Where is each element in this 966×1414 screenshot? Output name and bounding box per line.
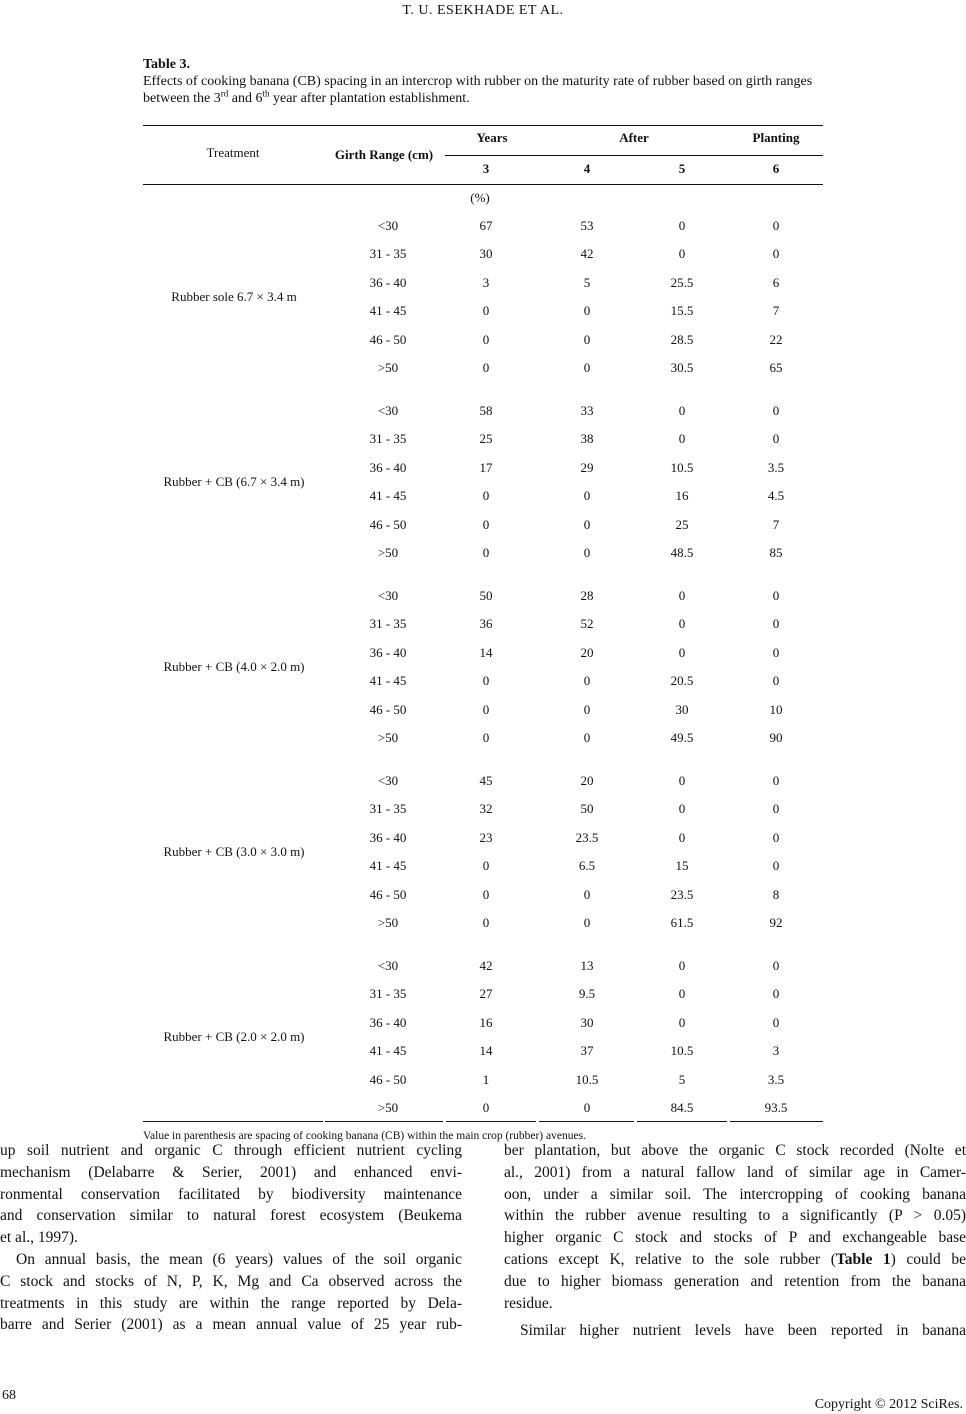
bottom-rule — [730, 1121, 823, 1122]
value-cell: 15 — [675, 858, 689, 874]
value-cell: 10.5 — [575, 1071, 599, 1087]
value-cell: 0 — [772, 588, 780, 603]
text-line: ber plantation, but above the organic C stock recorded (Nolte et — [504, 1142, 966, 1159]
header-after: After — [619, 130, 649, 145]
value-cell: 16 — [479, 1014, 493, 1030]
running-head: T. U. ESEKHADE ET AL. — [402, 3, 564, 18]
value-cell: 0 — [482, 331, 490, 347]
value-cell: 0 — [583, 730, 591, 745]
header-years: Years — [476, 130, 508, 145]
value-cell: 30 — [580, 1014, 594, 1030]
value-cell: 14 — [479, 644, 493, 660]
treatment-label: Rubber + CB (3.0 × 3.0 m) — [163, 844, 305, 859]
table-footnote: Value in parenthesis are spacing of cooking banana (CB) within the main crop (rubber) avenues. — [143, 1130, 586, 1142]
value-cell: 0 — [678, 616, 686, 632]
value-cell: 0 — [772, 829, 780, 845]
value-cell: 0 — [583, 886, 591, 902]
treatment-label: Rubber + CB (6.7 × 3.4 m) — [163, 474, 305, 489]
value-cell: 67 — [479, 218, 493, 233]
value-cell: 6.5 — [578, 858, 596, 874]
girth-range-cell: 36 - 40 — [369, 829, 407, 845]
value-cell: 0 — [772, 644, 780, 660]
value-cell: 30 — [479, 246, 493, 262]
text-line: and conservation similar to natural forest ecosystem (Beukema — [0, 1207, 462, 1225]
value-cell: 0 — [772, 773, 780, 788]
text-line: treatments in this study are within the range reported by Dela- — [0, 1294, 462, 1312]
value-cell: 50 — [580, 801, 594, 817]
girth-range-cell: 41 - 45 — [369, 303, 407, 319]
body-column-right — [504, 1140, 966, 1342]
treatment-label: Rubber + CB (4.0 × 2.0 m) — [163, 659, 305, 674]
value-cell: 48.5 — [670, 545, 694, 560]
girth-range-cell: 36 - 40 — [369, 1014, 407, 1030]
value-cell: 23.5 — [575, 829, 599, 845]
text-line: higher organic C stock and stocks of P and exchangeable base — [504, 1229, 966, 1247]
text-line: due to higher biomass generation and retention from the banana — [504, 1272, 966, 1290]
value-cell: 0 — [678, 801, 686, 817]
value-cell: 6 — [772, 274, 780, 290]
bottom-rule — [446, 1121, 536, 1122]
table-label: Table 3. — [143, 57, 190, 72]
value-cell: 3.5 — [767, 459, 785, 475]
value-cell: 0 — [772, 403, 780, 418]
value-cell: 0 — [772, 801, 780, 817]
value-cell: 0 — [678, 246, 686, 262]
value-cell: 0 — [482, 1100, 490, 1115]
girth-range-cell: 31 - 35 — [369, 801, 407, 817]
value-cell: 36 — [479, 616, 493, 632]
value-cell: 3.5 — [767, 1071, 785, 1087]
girth-range-cell: 46 - 50 — [369, 1071, 407, 1087]
value-cell: 0 — [482, 673, 490, 689]
table-caption: Effects of cooking banana (CB) spacing in an intercrop with rubber on the maturity rate of rubber based on girth ranges between the 3rd and 6th year after plantation establishment. — [143, 74, 813, 106]
value-cell: 15.5 — [670, 303, 694, 319]
value-cell: 58 — [479, 403, 493, 418]
value-cell: 0 — [482, 360, 490, 375]
header-year-3: 3 — [482, 161, 490, 176]
value-cell: 20 — [580, 773, 594, 788]
value-cell: 22 — [769, 331, 783, 347]
girth-range-cell: 31 - 35 — [369, 246, 407, 262]
value-cell: 0 — [482, 701, 490, 717]
value-cell: 0 — [482, 886, 490, 902]
value-cell: 14 — [479, 1043, 493, 1059]
girth-range-cell: 46 - 50 — [369, 331, 407, 347]
value-cell: 0 — [583, 545, 591, 560]
value-cell: 0 — [678, 1014, 686, 1030]
girth-range-cell: <30 — [377, 958, 399, 973]
text-line: mechanism (Delabarre & Serier, 2001) and enhanced envi- — [0, 1163, 462, 1181]
value-cell: 20 — [580, 644, 594, 660]
girth-range-cell: 31 - 35 — [369, 986, 407, 1002]
bottom-rule — [143, 1121, 323, 1122]
value-cell: 37 — [580, 1043, 594, 1059]
value-cell: 9.5 — [578, 986, 596, 1002]
value-cell: 92 — [769, 915, 783, 930]
bottom-rule — [637, 1121, 727, 1122]
girth-range-cell: >50 — [377, 360, 399, 375]
value-cell: 0 — [678, 829, 686, 845]
value-cell: 38 — [580, 431, 594, 447]
value-cell: 42 — [479, 958, 493, 973]
value-cell: 0 — [678, 986, 686, 1002]
text-line: ronmental conservation facilitated by biodiversity maintenance — [0, 1185, 462, 1203]
value-cell: 33 — [580, 403, 594, 418]
value-cell: 17 — [479, 459, 493, 475]
value-cell: 8 — [772, 886, 780, 902]
header-treatment: Treatment — [206, 145, 260, 160]
text-line: Similar higher nutrient levels have been reported in banana — [520, 1322, 966, 1340]
value-cell: 53 — [580, 218, 594, 233]
value-cell: 10 — [769, 701, 783, 717]
value-cell: 0 — [772, 858, 780, 874]
value-cell: 7 — [772, 303, 780, 319]
value-cell: 29 — [580, 459, 594, 475]
header-year-4: 4 — [583, 161, 591, 176]
page-number: 68 — [2, 1388, 16, 1403]
value-cell: 1 — [482, 1071, 490, 1087]
value-cell: 0 — [482, 545, 490, 560]
value-cell: 0 — [583, 516, 591, 532]
value-cell: 28 — [580, 588, 594, 603]
value-cell: 23.5 — [670, 886, 694, 902]
value-cell: 0 — [482, 488, 490, 504]
girth-range-cell: 41 - 45 — [369, 1043, 407, 1059]
span-rule — [445, 155, 823, 156]
girth-range-cell: 36 - 40 — [369, 644, 407, 660]
girth-range-cell: <30 — [377, 773, 399, 788]
text-line: et al., 1997). — [0, 1229, 78, 1247]
value-cell: 0 — [772, 616, 780, 632]
value-cell: 30 — [675, 701, 689, 717]
text-line: C stock and stocks of N, P, K, Mg and Ca observed across the — [0, 1272, 462, 1290]
value-cell: 5 — [678, 1071, 686, 1087]
girth-range-cell: 36 - 40 — [369, 459, 407, 475]
value-cell: 0 — [678, 588, 686, 603]
table-top-rule — [143, 125, 823, 126]
value-cell: 49.5 — [670, 730, 694, 745]
value-cell: 4.5 — [767, 488, 785, 504]
value-cell: 0 — [583, 360, 591, 375]
body-column-left — [0, 1140, 462, 1336]
text-line: al., 2001) from a natural fallow land of similar age in Camer- — [504, 1163, 966, 1181]
value-cell: 0 — [482, 303, 490, 319]
value-cell: 0 — [482, 516, 490, 532]
girth-range-cell: >50 — [377, 545, 399, 560]
value-cell: 0 — [678, 773, 686, 788]
girth-range-cell: 46 - 50 — [369, 886, 407, 902]
text-line: oon, under a similar soil. The intercropping of cooking banana — [504, 1185, 966, 1203]
header-girth-range: Girth Range (cm) — [334, 147, 434, 162]
value-cell: 85 — [769, 545, 783, 560]
header-planting: Planting — [752, 130, 800, 145]
value-cell: 7 — [772, 516, 780, 532]
value-cell: 10.5 — [670, 1043, 694, 1059]
girth-range-cell: 46 - 50 — [369, 516, 407, 532]
value-cell: 0 — [678, 644, 686, 660]
table-reference: Table 1 — [835, 1250, 891, 1268]
girth-range-cell: 41 - 45 — [369, 673, 407, 689]
text-line: residue. — [504, 1294, 553, 1312]
value-cell: 0 — [482, 915, 490, 930]
value-cell: 28.5 — [670, 331, 694, 347]
value-cell: 0 — [772, 958, 780, 973]
value-cell: 25 — [479, 431, 493, 447]
girth-range-cell: 36 - 40 — [369, 274, 407, 290]
girth-range-cell: >50 — [377, 1100, 399, 1115]
value-cell: 16 — [675, 488, 689, 504]
header-year-5: 5 — [678, 161, 686, 176]
girth-range-cell: <30 — [377, 218, 399, 233]
girth-range-cell: 31 - 35 — [369, 616, 407, 632]
girth-range-cell: >50 — [377, 915, 399, 930]
value-cell: 3 — [482, 274, 490, 290]
value-cell: 0 — [482, 730, 490, 745]
value-cell: 0 — [678, 431, 686, 447]
unit-label: (%) — [470, 190, 490, 205]
girth-range-cell: 41 - 45 — [369, 488, 407, 504]
text-line: within the rubber avenue resulting to a significantly (P > 0.05) — [504, 1207, 966, 1225]
value-cell: 30.5 — [670, 360, 694, 375]
text-line: up soil nutrient and organic C through efficient nutrient cycling — [0, 1142, 462, 1159]
treatment-label: Rubber sole 6.7 × 3.4 m — [171, 289, 297, 304]
bottom-rule — [325, 1121, 443, 1122]
header-rule — [143, 184, 823, 185]
value-cell: 90 — [769, 730, 783, 745]
text-line: barre and Serier (2001) as a mean annual value of 25 year rub- — [0, 1316, 462, 1334]
girth-range-cell: <30 — [377, 588, 399, 603]
value-cell: 0 — [482, 858, 490, 874]
girth-range-cell: <30 — [377, 403, 399, 418]
value-cell: 0 — [772, 431, 780, 447]
value-cell: 84.5 — [670, 1100, 694, 1115]
value-cell: 32 — [479, 801, 493, 817]
value-cell: 0 — [772, 986, 780, 1002]
value-cell: 0 — [772, 218, 780, 233]
text-line: On annual basis, the mean (6 years) values of the soil organic — [16, 1250, 462, 1268]
value-cell: 0 — [583, 488, 591, 504]
value-cell: 0 — [772, 1014, 780, 1030]
value-cell: 25.5 — [670, 274, 694, 290]
value-cell: 61.5 — [670, 915, 694, 930]
value-cell: 42 — [580, 246, 594, 262]
value-cell: 0 — [772, 246, 780, 262]
value-cell: 0 — [583, 701, 591, 717]
value-cell: 50 — [479, 588, 493, 603]
value-cell: 5 — [583, 274, 591, 290]
girth-range-cell: 31 - 35 — [369, 431, 407, 447]
text-line: cations except K, relative to the sole rubber (Table 1) could be — [504, 1250, 966, 1268]
value-cell: 23 — [479, 829, 493, 845]
treatment-label: Rubber + CB (2.0 × 2.0 m) — [163, 1029, 305, 1044]
value-cell: 3 — [772, 1043, 780, 1059]
girth-range-cell: 46 - 50 — [369, 701, 407, 717]
value-cell: 0 — [583, 915, 591, 930]
value-cell: 0 — [583, 1100, 591, 1115]
value-cell: 25 — [675, 516, 689, 532]
bottom-rule — [539, 1121, 634, 1122]
value-cell: 0 — [678, 958, 686, 973]
value-cell: 0 — [583, 331, 591, 347]
value-cell: 27 — [479, 986, 493, 1002]
value-cell: 93.5 — [764, 1100, 788, 1115]
value-cell: 0 — [583, 673, 591, 689]
value-cell: 45 — [479, 773, 493, 788]
girth-range-cell: >50 — [377, 730, 399, 745]
value-cell: 10.5 — [670, 459, 694, 475]
value-cell: 0 — [583, 303, 591, 319]
value-cell: 20.5 — [670, 673, 694, 689]
value-cell: 0 — [678, 218, 686, 233]
girth-range-cell: 41 - 45 — [369, 858, 407, 874]
header-year-6: 6 — [772, 161, 780, 176]
value-cell: 52 — [580, 616, 594, 632]
value-cell: 13 — [580, 958, 594, 973]
value-cell: 0 — [772, 673, 780, 689]
copyright: Copyright © 2012 SciRes. — [814, 1397, 963, 1412]
value-cell: 0 — [678, 403, 686, 418]
value-cell: 65 — [769, 360, 783, 375]
